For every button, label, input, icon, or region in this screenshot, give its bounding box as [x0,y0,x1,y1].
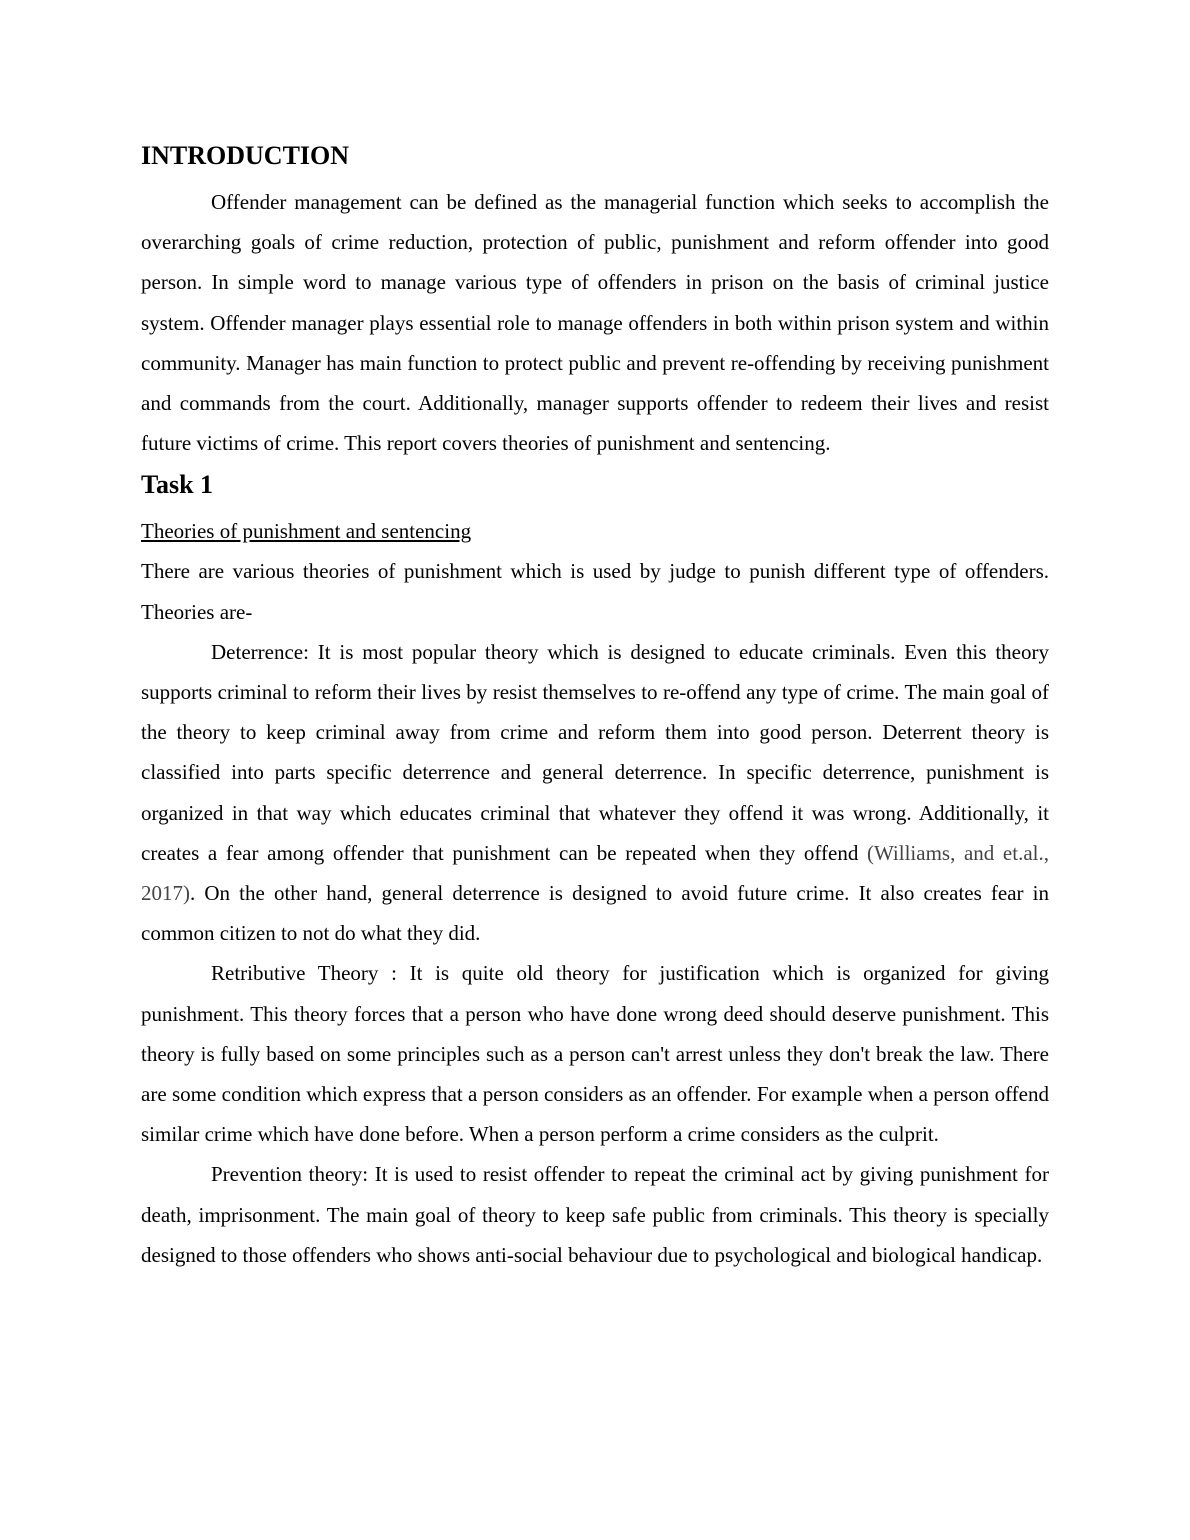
task1-heading: Task 1 [141,470,214,500]
deterrence-citation: (Williams, and et.al., 2017) [141,840,1049,906]
document-page [141,136,1049,1275]
retributive-paragraph: Retributive Theory : It is quite old theory for justification which is organized for giving punishment. This theory forces that a person who have done wrong deed should deserve punishment. This theory is fully based on some principles such as a person can't arrest unless they don't break the law. There are some condition which express that a person considers as an offender. For example when a person offend similar crime which have done before. When a person perform a crime considers as the culprit. [141,961,1049,1147]
introduction-paragraph: Offender management can be defined as the managerial function which seeks to accomplish the overarching goals of crime reduction, protection of public, punishment and reform offender into good person. In simple word to manage various type of offenders in prison on the basis of criminal justice system. Offender manager plays essential role to manage offenders in both within prison system and within community. Manager has main function to protect public and prevent re-offending by receiving punishment and commands from the court. Additionally, manager supports offender to redeem their lives and resist future victims of crime. This report covers theories of punishment and sentencing. [141,190,1049,456]
prevention-paragraph: Prevention theory: It is used to resist offender to repeat the criminal act by giving punishment for death, imprisonment. The main goal of theory to keep safe public from criminals. This theory is specially designed to those offenders who shows anti-social behaviour due to psychological and biological handicap. [141,1162,1049,1267]
deterrence-text-before: Deterrence: It is most popular theory which is designed to educate criminals. Even this theory supports criminal to reform their lives by resist themselves to re-offend any type of crime. The main goal of the theory to keep criminal away from crime and reform them into good person. Deterrent theory is classified into parts specific deterrence and general deterrence. In specific deterrence, punishment is organized in that way which educates criminal that whatever they offend it was wrong. Additionally, it creates a fear among offender that punishment can be repeated when they offend [141,639,1049,865]
theories-subheading: Theories of punishment and sentencing [141,519,472,544]
deterrence-text-after: . On the other hand, general deterrence is designed to avoid future crime. It also creates fear in common citizen to not do what they did. [141,881,1049,946]
theories-intro-paragraph: There are various theories of punishment which is used by judge to punish different type of offenders. Theories are- [141,559,1049,624]
introduction-heading: INTRODUCTION [141,141,350,170]
deterrence-paragraph [141,632,1049,954]
